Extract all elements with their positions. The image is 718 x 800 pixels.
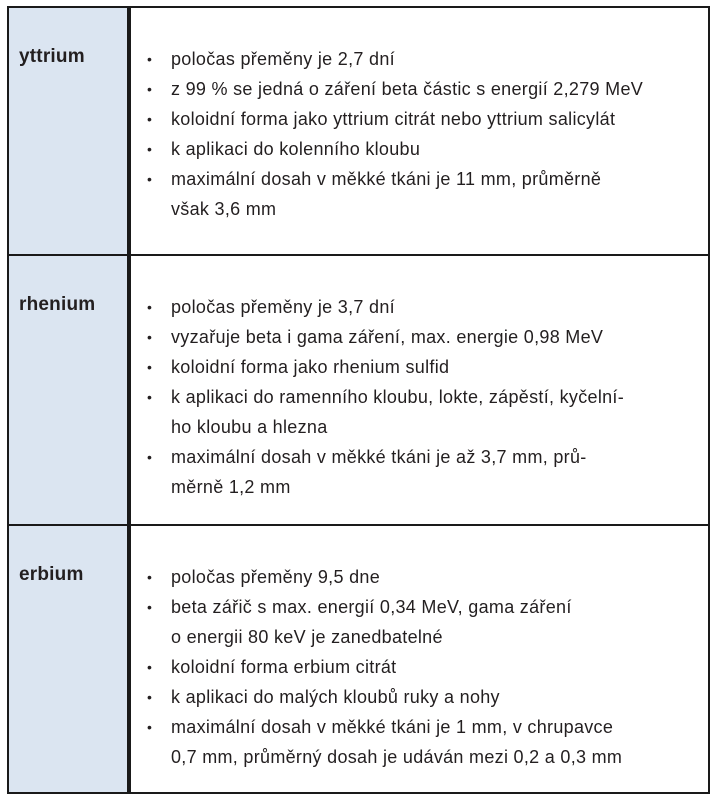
item-text: měrně 1,2 mm [171,477,291,497]
item-text: 0,7 mm, průměrný dosah je udáván mezi 0,2 a 0,3 mm [171,747,623,767]
item-text: k aplikaci do ramenního kloubu, lokte, zápěstí, kyčelní- [171,387,625,407]
label-cell [9,8,127,254]
list-item [147,562,694,592]
list-item [147,164,694,224]
list-item [147,382,694,442]
bullet-icon: • [147,569,153,585]
list-item [147,44,694,74]
item-text: koloidní forma jako yttrium citrát nebo yttrium salicylát [171,109,616,129]
bullet-icon: • [147,359,153,375]
bullet-icon: • [147,51,153,67]
bullet-icon: • [147,599,153,615]
item-text: beta zářič s max. energií 0,34 MeV, gama záření [171,597,572,617]
item-text: koloidní forma erbium citrát [171,657,397,677]
property-list [147,44,694,224]
content-cell [131,526,708,792]
bullet-icon: • [147,299,153,315]
item-text: maximální dosah v měkké tkáni je až 3,7 mm, prů- [171,447,587,467]
isotope-table [7,6,710,794]
table-row-rhenium [9,256,708,524]
row-label-rhenium: rhenium [19,294,96,315]
item-text: vyzařuje beta i gama záření, max. energie 0,98 MeV [171,327,604,347]
bullet-icon: • [147,329,153,345]
bullet-icon: • [147,689,153,705]
label-cell [9,526,127,792]
list-item [147,592,694,652]
list-item [147,292,694,322]
row-label-erbium: erbium [19,564,84,585]
table-row-erbium [9,526,708,792]
list-item [147,712,694,772]
item-text: o energii 80 keV je zanedbatelné [171,627,443,647]
table-row-yttrium [9,8,708,254]
list-item [147,104,694,134]
bullet-icon: • [147,389,153,405]
bullet-icon: • [147,171,153,187]
list-item [147,74,694,104]
list-item [147,322,694,352]
list-item [147,682,694,712]
bullet-icon: • [147,449,153,465]
item-text: k aplikaci do malých kloubů ruky a nohy [171,687,500,707]
list-item [147,652,694,682]
bullet-icon: • [147,111,153,127]
item-text: však 3,6 mm [171,199,277,219]
content-cell [131,256,708,524]
content-cell [131,8,708,254]
item-text: k aplikaci do kolenního kloubu [171,139,421,159]
item-text: maximální dosah v měkké tkáni je 11 mm, průměrně [171,169,602,189]
item-text: poločas přeměny 9,5 dne [171,567,381,587]
item-text: maximální dosah v měkké tkáni je 1 mm, v chrupavce [171,717,614,737]
property-list [147,292,694,502]
item-text: z 99 % se jedná o záření beta částic s energií 2,279 MeV [171,79,644,99]
item-text: poločas přeměny je 3,7 dní [171,297,395,317]
label-cell [9,256,127,524]
bullet-icon: • [147,141,153,157]
list-item [147,134,694,164]
row-label-yttrium: yttrium [19,46,85,67]
bullet-icon: • [147,81,153,97]
item-text: ho kloubu a hlezna [171,417,328,437]
list-item [147,352,694,382]
property-list [147,562,694,772]
bullet-icon: • [147,659,153,675]
item-text: poločas přeměny je 2,7 dní [171,49,395,69]
bullet-icon: • [147,719,153,735]
item-text: koloidní forma jako rhenium sulfid [171,357,450,377]
list-item [147,442,694,502]
